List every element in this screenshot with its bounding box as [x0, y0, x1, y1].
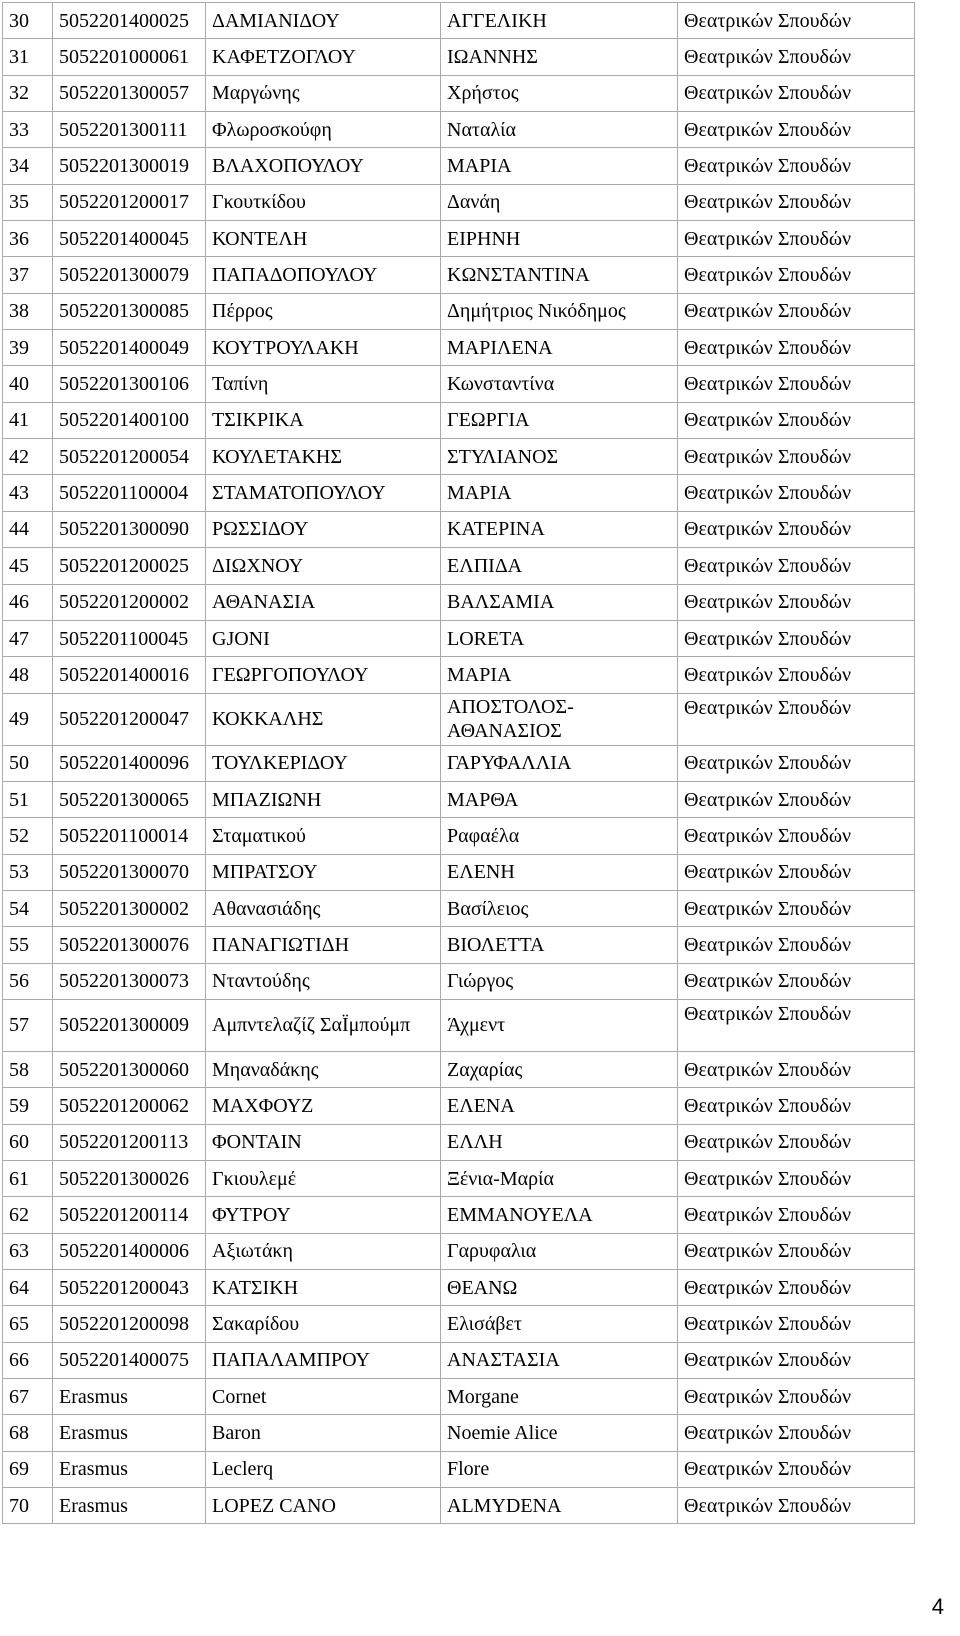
first-name-cell: Ελισάβετ — [441, 1306, 678, 1342]
registration-number-cell: 5052201100014 — [53, 818, 206, 854]
first-name-cell: Βασίλειος — [441, 890, 678, 926]
department-cell: Θεατρικών Σπουδών — [678, 693, 915, 745]
first-name-cell: ΚΑΤΕΡΙΝΑ — [441, 511, 678, 547]
table-row — [3, 1160, 915, 1196]
table-row — [3, 999, 915, 1051]
row-number-cell: 64 — [3, 1270, 53, 1306]
first-name-cell: ΓΕΩΡΓΙΑ — [441, 402, 678, 438]
table-row — [3, 584, 915, 620]
first-name-cell: ΙΩΑΝΝΗΣ — [441, 39, 678, 75]
department-cell: Θεατρικών Σπουδών — [678, 548, 915, 584]
surname-cell: Αθανασιάδης — [206, 890, 441, 926]
department-cell: Θεατρικών Σπουδών — [678, 475, 915, 511]
table-row — [3, 1488, 915, 1524]
surname-cell: ΦΥΤΡΟΥ — [206, 1197, 441, 1233]
first-name-cell: ΑΝΑΣΤΑΣΙΑ — [441, 1342, 678, 1378]
row-number-cell: 56 — [3, 963, 53, 999]
department-cell: Θεατρικών Σπουδών — [678, 39, 915, 75]
row-number-cell: 38 — [3, 293, 53, 329]
department-cell: Θεατρικών Σπουδών — [678, 1051, 915, 1087]
department-cell: Θεατρικών Σπουδών — [678, 657, 915, 693]
registration-number-cell: 5052201300070 — [53, 854, 206, 890]
table-row — [3, 927, 915, 963]
first-name-cell: Ναταλία — [441, 112, 678, 148]
row-number-cell: 62 — [3, 1197, 53, 1233]
surname-cell: Leclerq — [206, 1451, 441, 1487]
surname-cell: Φλωροσκούφη — [206, 112, 441, 148]
registration-number-cell: 5052201300090 — [53, 511, 206, 547]
department-cell: Θεατρικών Σπουδών — [678, 1270, 915, 1306]
first-name-cell: ALMYDENA — [441, 1488, 678, 1524]
row-number-cell: 32 — [3, 75, 53, 111]
row-number-cell: 66 — [3, 1342, 53, 1378]
row-number-cell: 57 — [3, 999, 53, 1051]
first-name-cell: ΑΠΟΣΤΟΛΟΣ-ΑΘΑΝΑΣΙΟΣ — [441, 693, 678, 745]
table-row — [3, 1306, 915, 1342]
department-cell: Θεατρικών Σπουδών — [678, 963, 915, 999]
row-number-cell: 69 — [3, 1451, 53, 1487]
first-name-cell: Γαρυφαλια — [441, 1233, 678, 1269]
department-cell: Θεατρικών Σπουδών — [678, 1488, 915, 1524]
row-number-cell: 44 — [3, 511, 53, 547]
row-number-cell: 37 — [3, 257, 53, 293]
table-row — [3, 148, 915, 184]
surname-cell: ΜΠΡΑΤΣΟΥ — [206, 854, 441, 890]
registration-number-cell: 5052201300111 — [53, 112, 206, 148]
first-name-cell: ΕΜΜΑΝΟΥΕΛΑ — [441, 1197, 678, 1233]
registration-number-cell: 5052201100004 — [53, 475, 206, 511]
table-row — [3, 854, 915, 890]
department-cell: Θεατρικών Σπουδών — [678, 293, 915, 329]
table-row — [3, 548, 915, 584]
table-row — [3, 511, 915, 547]
table-row — [3, 781, 915, 817]
first-name-cell: Δημήτριος Νικόδημος — [441, 293, 678, 329]
first-name-cell: ΜΑΡΙΑ — [441, 148, 678, 184]
registration-number-cell: 5052201400096 — [53, 745, 206, 781]
department-cell: Θεατρικών Σπουδών — [678, 1197, 915, 1233]
department-cell: Θεατρικών Σπουδών — [678, 1088, 915, 1124]
department-cell: Θεατρικών Σπουδών — [678, 818, 915, 854]
registration-number-cell: 5052201300076 — [53, 927, 206, 963]
table-row — [3, 1379, 915, 1415]
registration-number-cell: 5052201400100 — [53, 402, 206, 438]
table-row — [3, 1124, 915, 1160]
department-cell: Θεατρικών Σπουδών — [678, 1124, 915, 1160]
surname-cell: ΚΟΥΛΕΤΑΚΗΣ — [206, 439, 441, 475]
row-number-cell: 49 — [3, 693, 53, 745]
first-name-cell: ΜΑΡΙΛΕΝΑ — [441, 330, 678, 366]
row-number-cell: 33 — [3, 112, 53, 148]
surname-cell: Πέρρος — [206, 293, 441, 329]
surname-cell: ΠΑΠΑΔΟΠΟΥΛΟΥ — [206, 257, 441, 293]
row-number-cell: 51 — [3, 781, 53, 817]
surname-cell: Νταντούδης — [206, 963, 441, 999]
first-name-cell: ΕΛΕΝΗ — [441, 854, 678, 890]
registration-number-cell: 5052201300009 — [53, 999, 206, 1051]
surname-cell: ΤΣΙΚΡΙΚΑ — [206, 402, 441, 438]
surname-cell: ΦΟΝΤΑΙΝ — [206, 1124, 441, 1160]
registration-number-cell: Erasmus — [53, 1415, 206, 1451]
surname-cell: ΜΑΧΦΟΥΖ — [206, 1088, 441, 1124]
table-row — [3, 221, 915, 257]
table-row — [3, 657, 915, 693]
table-row — [3, 693, 915, 745]
department-cell: Θεατρικών Σπουδών — [678, 75, 915, 111]
department-cell: Θεατρικών Σπουδών — [678, 221, 915, 257]
table-row — [3, 1415, 915, 1451]
registration-number-cell: 5052201200047 — [53, 693, 206, 745]
table-row — [3, 439, 915, 475]
table-row — [3, 1088, 915, 1124]
surname-cell: Μηαναδάκης — [206, 1051, 441, 1087]
row-number-cell: 45 — [3, 548, 53, 584]
first-name-cell: Flore — [441, 1451, 678, 1487]
table-row — [3, 75, 915, 111]
row-number-cell: 41 — [3, 402, 53, 438]
surname-cell: GJONI — [206, 620, 441, 656]
row-number-cell: 61 — [3, 1160, 53, 1196]
first-name-cell: Ραφαέλα — [441, 818, 678, 854]
table-row — [3, 366, 915, 402]
department-cell: Θεατρικών Σπουδών — [678, 1451, 915, 1487]
row-number-cell: 60 — [3, 1124, 53, 1160]
first-name-cell: ΚΩΝΣΤΑΝΤΙΝΑ — [441, 257, 678, 293]
registration-number-cell: 5052201300073 — [53, 963, 206, 999]
first-name-cell: Χρήστος — [441, 75, 678, 111]
first-name-cell: ΒΙΟΛΕΤΤΑ — [441, 927, 678, 963]
surname-cell: ΠΑΝΑΓΙΩΤΙΔΗ — [206, 927, 441, 963]
registration-number-cell: 5052201300106 — [53, 366, 206, 402]
table-row — [3, 112, 915, 148]
surname-cell: ΒΛΑΧΟΠΟΥΛΟΥ — [206, 148, 441, 184]
registration-number-cell: 5052201400016 — [53, 657, 206, 693]
row-number-cell: 67 — [3, 1379, 53, 1415]
table-row — [3, 475, 915, 511]
table-row — [3, 1342, 915, 1378]
table-row — [3, 818, 915, 854]
department-cell: Θεατρικών Σπουδών — [678, 781, 915, 817]
first-name-cell: ΜΑΡΙΑ — [441, 657, 678, 693]
registration-number-cell: 5052201200017 — [53, 184, 206, 220]
surname-cell: ΚΟΝΤΕΛΗ — [206, 221, 441, 257]
registration-number-cell: 5052201300002 — [53, 890, 206, 926]
surname-cell: ΔΙΩΧΝΟΥ — [206, 548, 441, 584]
department-cell: Θεατρικών Σπουδών — [678, 1379, 915, 1415]
first-name-cell: Morgane — [441, 1379, 678, 1415]
registration-number-cell: 5052201200054 — [53, 439, 206, 475]
registration-number-cell: 5052201400025 — [53, 3, 206, 39]
first-name-cell: Κωνσταντίνα — [441, 366, 678, 402]
first-name-cell: Noemie Alice — [441, 1415, 678, 1451]
surname-cell: ΓΕΩΡΓΟΠΟΥΛΟΥ — [206, 657, 441, 693]
department-cell: Θεατρικών Σπουδών — [678, 1306, 915, 1342]
department-cell: Θεατρικών Σπουδών — [678, 112, 915, 148]
table-row — [3, 257, 915, 293]
first-name-cell: ΑΓΓΕΛΙΚΗ — [441, 3, 678, 39]
row-number-cell: 50 — [3, 745, 53, 781]
row-number-cell: 58 — [3, 1051, 53, 1087]
registration-number-cell: 5052201000061 — [53, 39, 206, 75]
registration-number-cell: 5052201300057 — [53, 75, 206, 111]
row-number-cell: 40 — [3, 366, 53, 402]
department-cell: Θεατρικών Σπουδών — [678, 1415, 915, 1451]
department-cell: Θεατρικών Σπουδών — [678, 511, 915, 547]
surname-cell: ΑΘΑΝΑΣΙΑ — [206, 584, 441, 620]
first-name-cell: Ξένια-Μαρία — [441, 1160, 678, 1196]
table-row — [3, 330, 915, 366]
registration-number-cell: 5052201400006 — [53, 1233, 206, 1269]
registration-number-cell: 5052201300085 — [53, 293, 206, 329]
department-cell: Θεατρικών Σπουδών — [678, 854, 915, 890]
row-number-cell: 70 — [3, 1488, 53, 1524]
first-name-cell: ΕΛΛΗ — [441, 1124, 678, 1160]
surname-cell: ΠΑΠΑΛΑΜΠΡΟΥ — [206, 1342, 441, 1378]
first-name-cell: LORETA — [441, 620, 678, 656]
department-cell: Θεατρικών Σπουδών — [678, 1233, 915, 1269]
registration-number-cell: 5052201200114 — [53, 1197, 206, 1233]
surname-cell: Cornet — [206, 1379, 441, 1415]
registration-number-cell: 5052201200002 — [53, 584, 206, 620]
registration-number-cell: 5052201200043 — [53, 1270, 206, 1306]
first-name-cell: ΓΑΡΥΦΑΛΛΙΑ — [441, 745, 678, 781]
department-cell: Θεατρικών Σπουδών — [678, 620, 915, 656]
row-number-cell: 39 — [3, 330, 53, 366]
surname-cell: ΣΤΑΜΑΤΟΠΟΥΛΟΥ — [206, 475, 441, 511]
table-row — [3, 1233, 915, 1269]
row-number-cell: 36 — [3, 221, 53, 257]
department-cell: Θεατρικών Σπουδών — [678, 184, 915, 220]
surname-cell: LOPEZ CANO — [206, 1488, 441, 1524]
first-name-cell: ΕΛΕΝΑ — [441, 1088, 678, 1124]
first-name-cell: Γιώργος — [441, 963, 678, 999]
row-number-cell: 54 — [3, 890, 53, 926]
first-name-cell: ΕΛΠΙΔΑ — [441, 548, 678, 584]
row-number-cell: 31 — [3, 39, 53, 75]
registration-number-cell: 5052201400045 — [53, 221, 206, 257]
surname-cell: ΡΩΣΣΙΔΟΥ — [206, 511, 441, 547]
surname-cell: Σταματικού — [206, 818, 441, 854]
registration-number-cell: 5052201300019 — [53, 148, 206, 184]
department-cell: Θεατρικών Σπουδών — [678, 927, 915, 963]
registration-number-cell: 5052201100045 — [53, 620, 206, 656]
department-cell: Θεατρικών Σπουδών — [678, 745, 915, 781]
table-row — [3, 39, 915, 75]
department-cell: Θεατρικών Σπουδών — [678, 999, 915, 1051]
department-cell: Θεατρικών Σπουδών — [678, 584, 915, 620]
department-cell: Θεατρικών Σπουδών — [678, 1342, 915, 1378]
row-number-cell: 47 — [3, 620, 53, 656]
table-row — [3, 1051, 915, 1087]
first-name-cell: Άχμεντ — [441, 999, 678, 1051]
registration-number-cell: 5052201300079 — [53, 257, 206, 293]
registration-number-cell: Erasmus — [53, 1379, 206, 1415]
row-number-cell: 59 — [3, 1088, 53, 1124]
registration-number-cell: 5052201400075 — [53, 1342, 206, 1378]
registration-number-cell: Erasmus — [53, 1488, 206, 1524]
registration-number-cell: 5052201200025 — [53, 548, 206, 584]
first-name-cell: ΕΙΡΗΝΗ — [441, 221, 678, 257]
table-row — [3, 745, 915, 781]
surname-cell: Baron — [206, 1415, 441, 1451]
row-number-cell: 53 — [3, 854, 53, 890]
surname-cell: Αμπντελαζίζ ΣαΪμπούμπ — [206, 999, 441, 1051]
department-cell: Θεατρικών Σπουδών — [678, 1160, 915, 1196]
surname-cell: Ταπίνη — [206, 366, 441, 402]
department-cell: Θεατρικών Σπουδών — [678, 402, 915, 438]
row-number-cell: 48 — [3, 657, 53, 693]
table-row — [3, 293, 915, 329]
row-number-cell: 34 — [3, 148, 53, 184]
surname-cell: ΚΟΥΤΡΟΥΛΑΚΗ — [206, 330, 441, 366]
table-row — [3, 1270, 915, 1306]
registration-number-cell: 5052201300026 — [53, 1160, 206, 1196]
page-number: 4 — [931, 1594, 944, 1619]
registration-number-cell: 5052201200062 — [53, 1088, 206, 1124]
surname-cell: ΜΠΑΖΙΩΝΗ — [206, 781, 441, 817]
table-row — [3, 184, 915, 220]
table-row — [3, 620, 915, 656]
registration-number-cell: 5052201400049 — [53, 330, 206, 366]
row-number-cell: 30 — [3, 3, 53, 39]
first-name-cell: Δανάη — [441, 184, 678, 220]
registration-number-cell: Erasmus — [53, 1451, 206, 1487]
student-list-table — [2, 2, 915, 1524]
surname-cell: Σακαρίδου — [206, 1306, 441, 1342]
first-name-cell: ΜΑΡΘΑ — [441, 781, 678, 817]
registration-number-cell: 5052201300060 — [53, 1051, 206, 1087]
registration-number-cell: 5052201300065 — [53, 781, 206, 817]
row-number-cell: 43 — [3, 475, 53, 511]
surname-cell: Μαργώνης — [206, 75, 441, 111]
registration-number-cell: 5052201200113 — [53, 1124, 206, 1160]
first-name-cell: Ζαχαρίας — [441, 1051, 678, 1087]
department-cell: Θεατρικών Σπουδών — [678, 257, 915, 293]
department-cell: Θεατρικών Σπουδών — [678, 439, 915, 475]
table-row — [3, 890, 915, 926]
surname-cell: ΚΑΤΣΙΚΗ — [206, 1270, 441, 1306]
row-number-cell: 46 — [3, 584, 53, 620]
row-number-cell: 42 — [3, 439, 53, 475]
table-row — [3, 3, 915, 39]
first-name-cell: ΒΑΛΣΑΜΙΑ — [441, 584, 678, 620]
table-row — [3, 402, 915, 438]
first-name-cell: ΘΕΑΝΩ — [441, 1270, 678, 1306]
surname-cell: ΚΑΦΕΤΖΟΓΛΟΥ — [206, 39, 441, 75]
surname-cell: ΚΟΚΚΑΛΗΣ — [206, 693, 441, 745]
row-number-cell: 65 — [3, 1306, 53, 1342]
surname-cell: ΔΑΜΙΑΝΙΔΟΥ — [206, 3, 441, 39]
table-row — [3, 963, 915, 999]
table-row — [3, 1451, 915, 1487]
department-cell: Θεατρικών Σπουδών — [678, 890, 915, 926]
row-number-cell: 68 — [3, 1415, 53, 1451]
row-number-cell: 63 — [3, 1233, 53, 1269]
department-cell: Θεατρικών Σπουδών — [678, 330, 915, 366]
surname-cell: Γκουτκίδου — [206, 184, 441, 220]
table-row — [3, 1197, 915, 1233]
row-number-cell: 35 — [3, 184, 53, 220]
row-number-cell: 52 — [3, 818, 53, 854]
registration-number-cell: 5052201200098 — [53, 1306, 206, 1342]
first-name-cell: ΣΤΥΛΙΑΝΟΣ — [441, 439, 678, 475]
department-cell: Θεατρικών Σπουδών — [678, 3, 915, 39]
first-name-cell: ΜΑΡΙΑ — [441, 475, 678, 511]
surname-cell: Αξιωτάκη — [206, 1233, 441, 1269]
surname-cell: ΤΟΥΛΚΕΡΙΔΟΥ — [206, 745, 441, 781]
department-cell: Θεατρικών Σπουδών — [678, 366, 915, 402]
surname-cell: Γκιουλεμέ — [206, 1160, 441, 1196]
department-cell: Θεατρικών Σπουδών — [678, 148, 915, 184]
row-number-cell: 55 — [3, 927, 53, 963]
